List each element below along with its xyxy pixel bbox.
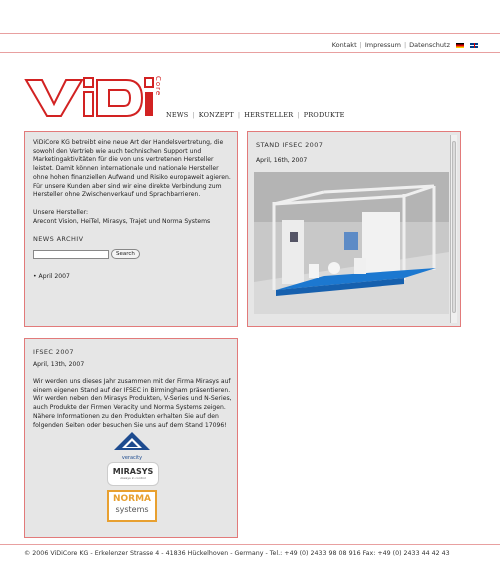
top-links bbox=[332, 41, 478, 49]
separator: | bbox=[359, 41, 362, 49]
archive-item-label: April 2007 bbox=[38, 273, 70, 280]
separator: | bbox=[237, 111, 241, 119]
intro-panel bbox=[24, 131, 238, 327]
search-button[interactable]: Search bbox=[111, 249, 140, 259]
stand-date: April, 16th, 2007 bbox=[256, 157, 308, 164]
panel-scrollbar[interactable] bbox=[450, 135, 457, 323]
header-bottom-line bbox=[0, 52, 500, 53]
veracity-mark-icon bbox=[111, 431, 153, 451]
mirasys-text: MIRASYS bbox=[112, 467, 154, 476]
nav-hersteller[interactable]: HERSTELLER bbox=[244, 111, 294, 119]
separator: | bbox=[297, 111, 300, 119]
news-archive-heading: NEWS ARCHIV bbox=[33, 235, 84, 243]
nav-konzept[interactable]: KONZEPT bbox=[198, 111, 234, 119]
vidicore-logo-graphic bbox=[24, 70, 164, 120]
separator: | bbox=[403, 41, 407, 49]
footer-line bbox=[0, 544, 500, 545]
mirasys-tagline: Always in control bbox=[120, 476, 146, 480]
english-flag-icon[interactable] bbox=[470, 43, 478, 48]
bullet-icon: • bbox=[33, 273, 37, 280]
veracity-text: veracity bbox=[121, 455, 143, 461]
archive-list-item[interactable] bbox=[33, 273, 70, 282]
logo[interactable] bbox=[24, 70, 164, 120]
ifsec-title: IFSEC 2007 bbox=[33, 348, 74, 356]
kontakt-link[interactable]: Kontakt bbox=[331, 41, 357, 49]
booth-image bbox=[254, 172, 449, 314]
ifsec-panel bbox=[24, 338, 238, 538]
impressum-link[interactable]: Impressum bbox=[364, 41, 401, 49]
archive-search-input[interactable] bbox=[33, 250, 109, 259]
stand-title: STAND IFSEC 2007 bbox=[256, 141, 324, 149]
scrollbar-thumb[interactable] bbox=[452, 141, 456, 313]
nav-produkte[interactable]: PRODUKTE bbox=[303, 111, 345, 119]
norma-systems-logo[interactable] bbox=[107, 490, 157, 522]
separator: | bbox=[192, 111, 195, 119]
veracity-logo[interactable] bbox=[111, 431, 153, 459]
ifsec-text: Wir werden uns dieses Jahr zusammen mit der Firma Mirasys auf einem eigenen Stand auf der IFSEC in Birmingham präsentieren. Wir werden neben den Mirasys Produkten, V-Series und N-Series, auch Produkte der Firmen Veracity und Norma Systems zeigen. Nähere Informationen zu den Produkten erhalten Sie auf den folgenden Seiten oder besuchen Sie uns auf dem Stand 17096! bbox=[33, 378, 232, 429]
ifsec-date: April, 13th, 2007 bbox=[33, 361, 85, 368]
datenschutz-link[interactable]: Datenschutz bbox=[409, 41, 450, 49]
norma-text: NORMA bbox=[112, 494, 152, 504]
footer-text: © 2006 ViDiCore KG - Erkelenzer Strasse 4 - 41836 Hückelhoven - Germany - Tel.: +49 (0) 2433 98 08 916 Fax: +49 (0) 2433 44 42 43 bbox=[24, 550, 450, 557]
logo-subtext: Core bbox=[154, 76, 162, 97]
header-top-line bbox=[0, 33, 500, 34]
manufacturers-label: Unsere Hersteller: bbox=[33, 209, 89, 216]
stand-panel bbox=[247, 131, 461, 327]
manufacturers-list: Arecont Vision, HeiTel, Mirasys, Trajet und Norma Systems bbox=[33, 218, 211, 225]
main-nav bbox=[166, 111, 345, 119]
intro-text: ViDiCore KG betreibt eine neue Art der Handelsvertretung, die sowohl den Vertrieb wie auch technischen Support und Marketingaktivitäten für die von uns vertretenen Hersteller leistet. Damit können internationale und nationale Hersteller ohne hohen finanziellen Aufwand und Risiko europaweit agieren. Für unsere Kunden aber sind wir eine direkte Verbindung zum Hersteller ohne Zwischenverkauf und Sprachbarrieren. bbox=[33, 139, 231, 199]
systems-text: systems bbox=[115, 505, 149, 514]
nav-news[interactable]: NEWS bbox=[166, 111, 189, 119]
mirasys-logo[interactable] bbox=[107, 462, 159, 486]
german-flag-icon[interactable] bbox=[456, 43, 464, 48]
